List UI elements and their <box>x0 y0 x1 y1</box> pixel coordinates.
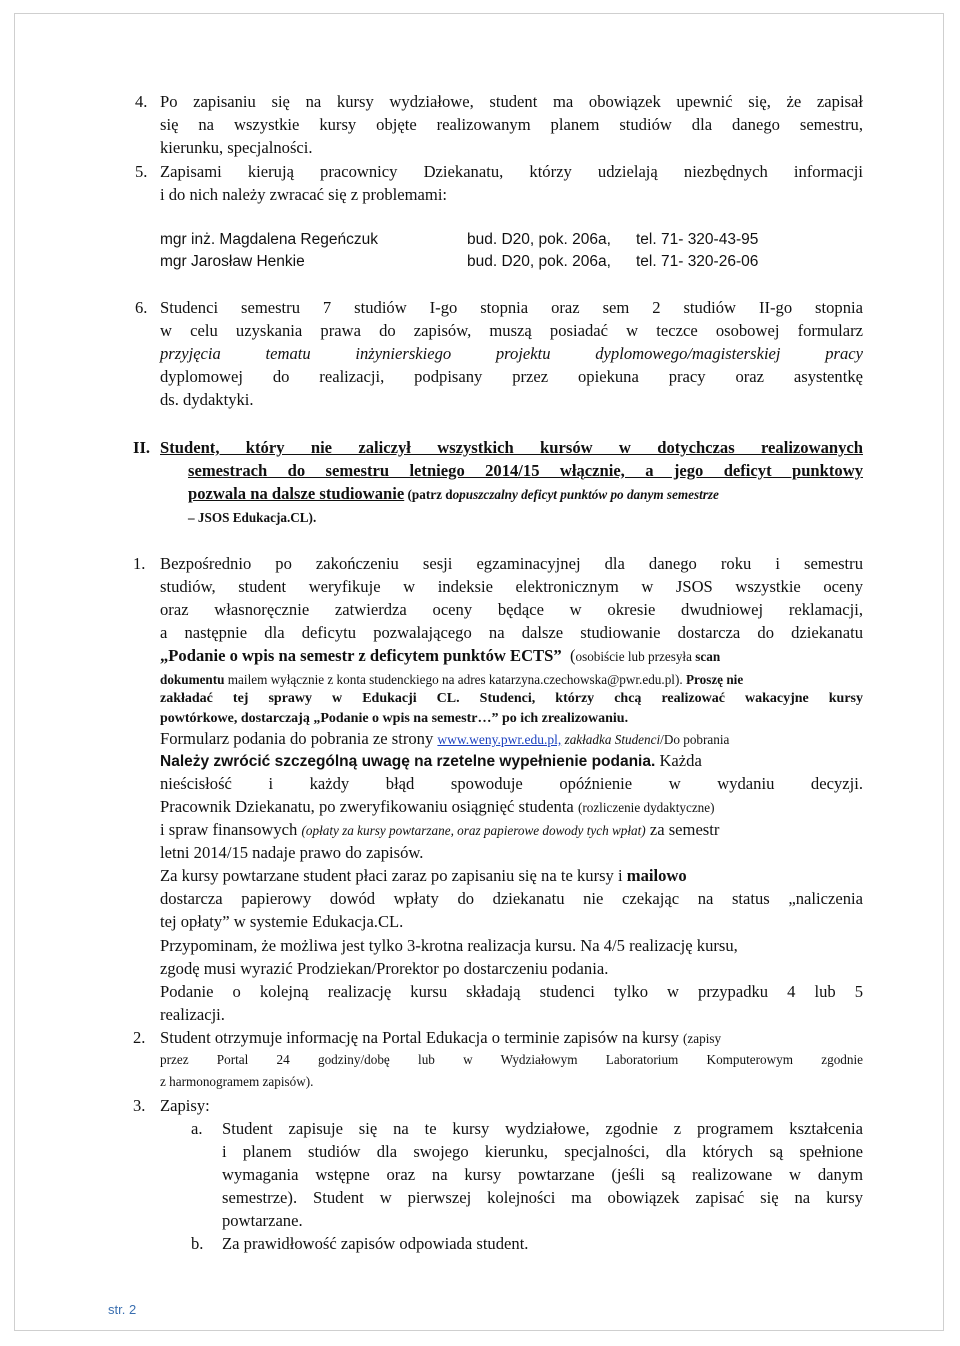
small-bold-text: Proszę nie <box>682 672 744 687</box>
list-number: 3. <box>133 1096 146 1115</box>
small-italic-text: zakładka Studenci <box>561 732 661 747</box>
paragraph-line: Studenci semestru 7 studiów I-go stopnia oraz sem 2 studiów II-go stopnia <box>160 298 863 317</box>
contact-location: bud. D20, pok. 206a, <box>467 231 611 248</box>
paren: ( <box>569 646 576 665</box>
paragraph-line <box>160 866 687 886</box>
paragraph-line: studiów, student weryfikuje w indeksie elektronicznym w JSOS wszystkie oceny <box>160 577 863 596</box>
paragraph-line: a następnie dla deficytu pozwalającego na dalsze studiowanie dostarcza do dziekanatu <box>160 623 863 642</box>
paragraph-line: i do nich należy zwracać się z problemami: <box>160 185 448 204</box>
paragraph-line: Podanie o kolejną realizację kursu składają studenci tylko w przypadku 4 lub 5 <box>160 982 863 1001</box>
small-text: osobiście lub przesyła <box>575 649 696 664</box>
paragraph-line: semestrze). Student w pierwszej kolejności ma obowiązek zapisać się na kursy <box>222 1188 863 1207</box>
paragraph-line: powtórkowe, dostarczają „Podanie o wpis na semestr…” po ich zrealizowaniu. <box>160 711 629 726</box>
text: i spraw finansowych <box>160 820 302 839</box>
paragraph-line: Za prawidłowość zapisów odpowiada student. <box>222 1234 529 1253</box>
form-title: „Podanie o wpis na semestr z deficytem punktów ECTS” <box>160 646 562 665</box>
heading-note: (patrz d <box>404 487 453 502</box>
list-number: 4. <box>135 92 148 111</box>
section-heading-line: – JSOS Edukacja.CL). <box>188 510 317 525</box>
paragraph-line <box>160 797 715 818</box>
paragraph-line: tej opłaty” w systemie Edukacja.CL. <box>160 912 404 931</box>
paragraph-line: ds. dydaktyki. <box>160 390 254 409</box>
small-text: mailem wyłącznie z konta studenckiego na adres katarzyna.czechowska@pwr.edu.pl). <box>224 672 683 687</box>
heading-note-italic: opuszczalny deficyt punktów po danym semestrze <box>452 487 719 502</box>
paragraph-line: zakładać tej sprawy w Edukacji CL. Studenci, którzy chcą realizować wakacyjne kursy <box>160 691 863 706</box>
paragraph-line: Zapisy: <box>160 1096 210 1115</box>
paragraph-line: oraz własnoręcznie zatwierdza oceny będące w okresie dwudniowej reklamacji, <box>160 600 863 619</box>
website-link[interactable]: www.weny.pwr.edu.pl, <box>437 732 562 747</box>
contact-name: mgr inż. Magdalena Regeńczuk <box>160 231 378 248</box>
list-number: 1. <box>133 554 146 573</box>
contact-phone: tel. 71- 320-26-06 <box>636 253 759 270</box>
paragraph-line: letni 2014/15 nadaje prawo do zapisów. <box>160 843 424 862</box>
paragraph-line: powtarzane. <box>222 1211 303 1230</box>
list-number: 2. <box>133 1028 146 1047</box>
contact-phone: tel. 71- 320-43-95 <box>636 231 759 248</box>
bold-text: Należy zwrócić szczególną uwagę na rzetelne wypełnienie podania. <box>160 753 656 770</box>
paragraph-line <box>160 729 729 750</box>
paragraph-line <box>160 1028 721 1049</box>
paragraph-line: Przypominam, że możliwa jest tylko 3-krotna realizacja kursu. Na 4/5 realizację kursu, <box>160 936 738 955</box>
paragraph-line <box>160 820 719 841</box>
small-italic-text: (opłaty za kursy powtarzane, oraz papierowe dowody tych wpłat) <box>301 823 646 838</box>
section-heading-line <box>188 484 719 505</box>
paragraph-line: przyjęcia tematu inżynierskiego projektu dyplomowego/magisterskiej pracy <box>160 344 863 363</box>
list-letter: b. <box>191 1234 204 1253</box>
text: Za kursy powtarzane student płaci zaraz po zapisaniu się na te kursy i <box>160 866 627 885</box>
paragraph-line: Po zapisaniu się na kursy wydziałowe, student ma obowiązek upewnić się, że zapisał <box>160 92 863 111</box>
paragraph-line <box>160 646 720 667</box>
page-number: str. 2 <box>108 1302 137 1317</box>
paragraph-line: kierunku, specjalności. <box>160 138 313 157</box>
paragraph-line: realizacji. <box>160 1005 225 1024</box>
small-bold-text: dokumentu <box>160 672 225 687</box>
paragraph-line <box>160 751 863 772</box>
list-letter: a. <box>191 1119 203 1138</box>
paragraph-line: w celu uzyskania prawa do zapisów, muszą posiadać w teczce osobowej formularz <box>160 321 863 340</box>
text: Formularz podania do pobrania ze strony <box>160 729 438 748</box>
small-bold-text: scan <box>695 649 721 664</box>
section-number: II. <box>133 438 151 457</box>
section-heading-line: Student, który nie zaliczył wszystkich kursów w dotychczas realizowanych <box>160 438 863 457</box>
text: Pracownik Dziekanatu, po zweryfikowaniu osiągnięć studenta <box>160 797 578 816</box>
paragraph-line: i planem studiów dla swojego kierunku, specjalności, dla których są spełnione <box>222 1142 863 1161</box>
paragraph-line: Zapisami kierują pracownicy Dziekanatu, którzy udzielają niezbędnych informacji <box>160 162 863 181</box>
paragraph-line: nieścisłość i każdy błąd spowoduje opóźnienie w wydaniu decyzji. <box>160 774 863 793</box>
small-text: (rozliczenie dydaktyczne) <box>577 800 715 815</box>
paragraph-line <box>160 669 743 690</box>
contact-name: mgr Jarosław Henkie <box>160 253 305 270</box>
bold-text: mailowo <box>626 866 687 885</box>
paragraph-line: Student zapisuje się na te kursy wydziałowe, zgodnie z programem kształcenia <box>222 1119 863 1138</box>
section-heading-line: semestrach do semestru letniego 2014/15 włącznie, a jego deficyt punktowy <box>188 461 863 480</box>
paragraph-line: z harmonogramem zapisów). <box>160 1074 314 1089</box>
small-text: (zapisy <box>683 1031 722 1046</box>
paragraph-line: dostarcza papierowy dowód wpłaty do dziekanatu nie czekając na status „naliczenia <box>160 889 863 908</box>
text: Każda <box>655 751 702 770</box>
contact-location: bud. D20, pok. 206a, <box>467 253 611 270</box>
paragraph-line: Bezpośrednio po zakończeniu sesji egzaminacyjnej dla danego roku i semestru <box>160 554 863 573</box>
paragraph-line: dyplomowej do realizacji, podpisany przez opiekuna pracy oraz asystentkę <box>160 367 863 386</box>
paragraph-line: przez Portal 24 godziny/dobę lub w Wydziałowym Laboratorium Komputerowym zgodnie <box>160 1052 863 1067</box>
heading-underlined: pozwala na dalsze studiowanie <box>188 484 405 503</box>
text: Student otrzymuje informację na Portal Edukacja o terminie zapisów na kursy <box>160 1028 684 1047</box>
paragraph-line: się na wszystkie kursy objęte realizowanym planem studiów dla danego semestru, <box>160 115 863 134</box>
text: za semestr <box>645 820 720 839</box>
list-number: 6. <box>135 298 148 317</box>
paragraph-line: wymagania wstępne oraz na kursy powtarzane (jeśli są realizowane w danym <box>222 1165 863 1184</box>
paragraph-line: zgodę musi wyrazić Prodziekan/Prorektor po dostarczeniu podania. <box>160 959 609 978</box>
small-text: /Do pobrania <box>660 732 730 747</box>
list-number: 5. <box>135 162 148 181</box>
